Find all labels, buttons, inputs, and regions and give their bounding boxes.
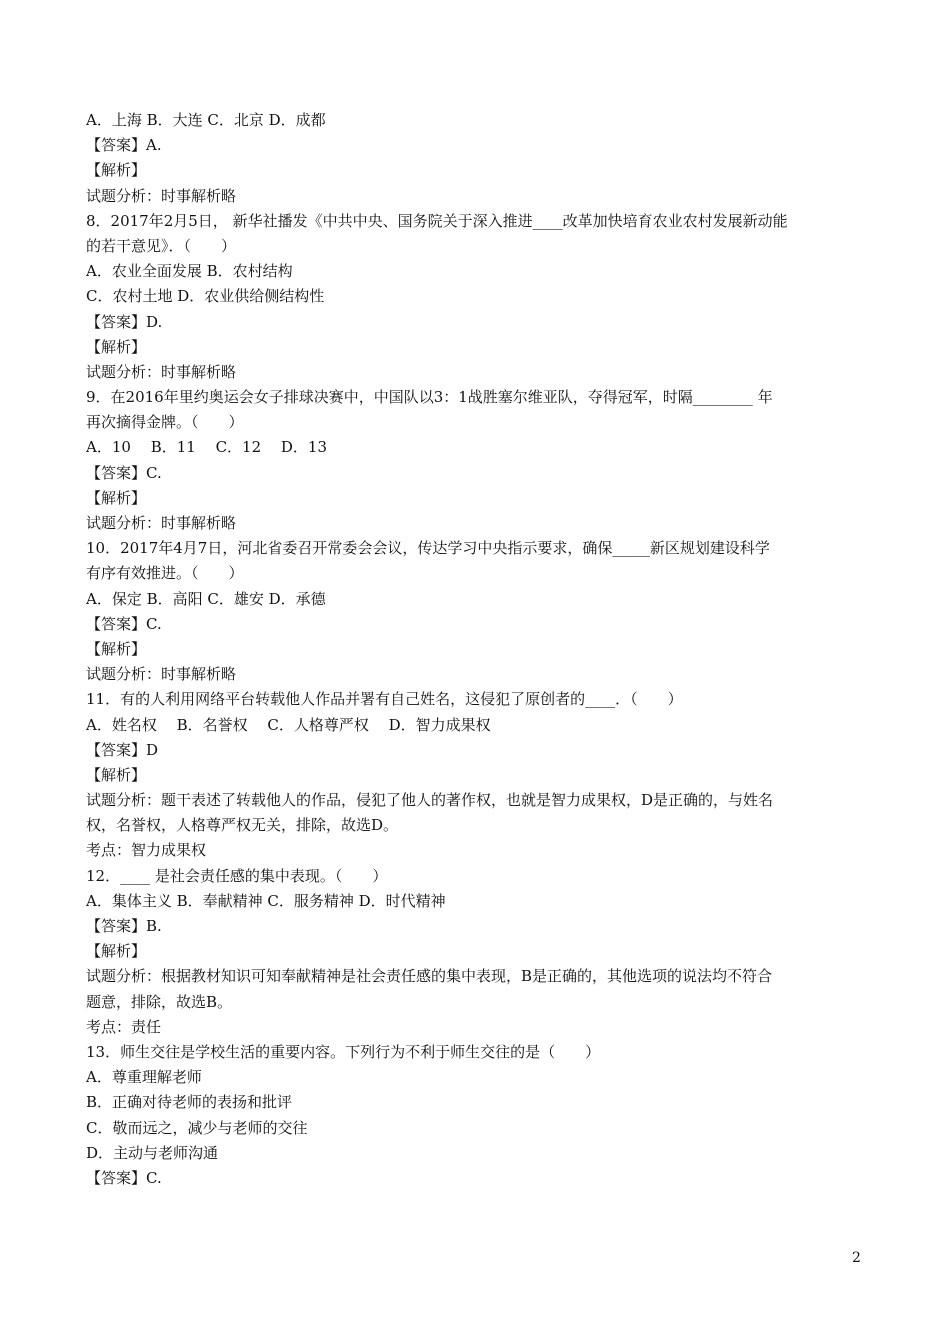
option-line: A．上海 B．大连 C．北京 D．成都 — [86, 111, 326, 129]
question-10-text-cont: 有序有效推进。（ ） — [86, 564, 244, 583]
answer-line: 【答案】D. — [86, 312, 163, 331]
analysis-heading: 【解析】 — [86, 942, 147, 961]
question-13-option-c: C．敬而远之，减少与老师的交往 — [86, 1118, 308, 1137]
analysis-text: 试题分析：根据教材知识可知奉献精神是社会责任感的集中表现，B是正确的，其他选项的说法均不符合 — [86, 967, 773, 986]
question-13-text: 13．师生交往是学校生活的重要内容。下列行为不利于师生交往的是（ ） — [86, 1042, 601, 1061]
key-point: 考点：责任 — [86, 1017, 162, 1036]
question-9-text: 9．在2016年里约奥运会女子排球决赛中，中国队以3：1战胜塞尔维亚队，夺得冠军，时隔________ 年 — [86, 388, 773, 407]
answer-line: 【答案】D — [86, 740, 159, 759]
analysis-heading: 【解析】 — [86, 337, 147, 356]
answer-line: 【答案】C. — [86, 1168, 162, 1187]
analysis-text-cont: 题意，排除，故选B。 — [86, 992, 233, 1011]
analysis-heading: 【解析】 — [86, 488, 147, 507]
question-10-text: 10．2017年4月7日，河北省委召开常委会会议，传达学习中央指示要求，确保_____新区规划建设科学 — [86, 539, 770, 558]
analysis-text: 试题分析：时事解析略 — [86, 362, 237, 381]
question-13-option-d: D．主动与老师沟通 — [86, 1143, 219, 1162]
question-11-text: 11．有的人利用网络平台转载他人作品并署有自己姓名，这侵犯了原创者的____．（ ） — [86, 690, 683, 709]
analysis-heading: 【解析】 — [86, 639, 147, 658]
analysis-text-cont: 权，名誉权，人格尊严权无关，排除，故选D。 — [86, 816, 399, 835]
analysis-text: 试题分析：时事解析略 — [86, 514, 237, 532]
answer-line: 【答案】C. — [86, 614, 162, 633]
question-13-option-a: A．尊重理解老师 — [86, 1068, 202, 1087]
question-10-options: A．保定 B．高阳 C．雄安 D．承德 — [86, 589, 326, 608]
answer-line: 【答案】B. — [86, 917, 162, 935]
question-12-text: 12．____ 是社会责任感的集中表现。（ ） — [86, 866, 388, 885]
question-12-options: A．集体主义 B．奉献精神 C．服务精神 D．时代精神 — [86, 891, 446, 910]
question-13-option-b: B．正确对待老师的表扬和批评 — [86, 1093, 293, 1112]
question-9-text-cont: 再次摘得金牌。（ ） — [86, 413, 244, 432]
question-9-options: A．10 B．11 C．12 D．13 — [86, 438, 328, 457]
analysis-text: 试题分析：题干表述了转载他人的作品，侵犯了他人的著作权，也就是智力成果权，D是正确的，与姓名 — [86, 791, 774, 810]
page-number: 2 — [852, 1250, 861, 1266]
key-point: 考点：智力成果权 — [86, 841, 207, 860]
analysis-text: 试题分析：时事解析略 — [86, 186, 237, 205]
question-8-text-cont: 的若干意见》．（ ） — [86, 236, 237, 255]
question-8-options-cd: C．农村土地 D．农业供给侧结构性 — [86, 287, 325, 306]
analysis-heading: 【解析】 — [86, 765, 147, 784]
question-8-options-ab: A．农业全面发展 B．农村结构 — [86, 262, 293, 281]
question-8-text: 8．2017年2月5日， 新华社播发《中共中央、国务院关于深入推进____改革加快培育农业农村发展新动能 — [86, 211, 788, 230]
answer-line: 【答案】A. — [86, 136, 162, 155]
analysis-text: 试题分析：时事解析略 — [86, 665, 237, 684]
analysis-heading: 【解析】 — [86, 161, 147, 180]
question-11-options: A．姓名权 B．名誉权 C．人格尊严权 D．智力成果权 — [86, 715, 491, 734]
answer-line: 【答案】C. — [86, 463, 162, 482]
document-body — [86, 108, 876, 1191]
